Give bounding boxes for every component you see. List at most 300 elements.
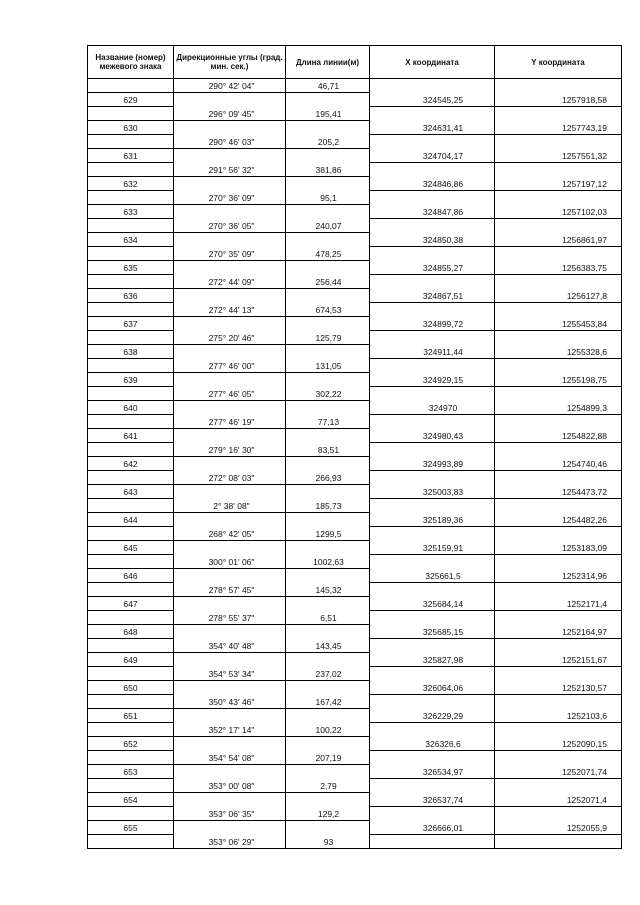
line-spacer-cell bbox=[88, 163, 174, 177]
line-spacer-cell bbox=[495, 527, 622, 541]
line-spacer-cell bbox=[370, 415, 495, 429]
point-row bbox=[88, 429, 622, 443]
point-spacer-cell bbox=[174, 457, 286, 471]
point-spacer-cell bbox=[286, 793, 370, 807]
line-spacer-cell bbox=[88, 359, 174, 373]
line-length: 46,71 bbox=[286, 79, 370, 93]
line-length: 195,41 bbox=[286, 107, 370, 121]
y-coordinate: 1252071,74 bbox=[495, 765, 622, 779]
line-spacer-cell bbox=[88, 135, 174, 149]
line-row bbox=[88, 163, 622, 177]
line-spacer-cell bbox=[88, 527, 174, 541]
y-coordinate: 1252090,15 bbox=[495, 737, 622, 751]
line-length: 93 bbox=[286, 835, 370, 849]
line-spacer-cell bbox=[370, 191, 495, 205]
point-spacer-cell bbox=[174, 373, 286, 387]
point-spacer-cell bbox=[286, 737, 370, 751]
point-spacer-cell bbox=[286, 429, 370, 443]
line-spacer-cell bbox=[88, 723, 174, 737]
header-angles: Дирекционные углы (град. мин. сек.) bbox=[174, 46, 286, 79]
x-coordinate: 324929,15 bbox=[370, 373, 495, 387]
line-spacer-cell bbox=[88, 835, 174, 849]
line-spacer-cell bbox=[370, 387, 495, 401]
line-spacer-cell bbox=[88, 415, 174, 429]
point-name: 637 bbox=[88, 317, 174, 331]
line-spacer-cell bbox=[495, 163, 622, 177]
point-name: 655 bbox=[88, 821, 174, 835]
point-spacer-cell bbox=[286, 653, 370, 667]
header-x: X координата bbox=[370, 46, 495, 79]
direction-angle: 353° 00' 08" bbox=[174, 779, 286, 793]
direction-angle: 275° 20' 46" bbox=[174, 331, 286, 345]
point-name: 636 bbox=[88, 289, 174, 303]
line-spacer-cell bbox=[88, 807, 174, 821]
line-row bbox=[88, 471, 622, 485]
point-row bbox=[88, 793, 622, 807]
line-spacer-cell bbox=[495, 219, 622, 233]
y-coordinate: 1252151,67 bbox=[495, 653, 622, 667]
point-spacer-cell bbox=[286, 765, 370, 779]
header-length: Длина линии(м) bbox=[286, 46, 370, 79]
point-spacer-cell bbox=[286, 261, 370, 275]
line-length: 95,1 bbox=[286, 191, 370, 205]
y-coordinate: 1252171,4 bbox=[495, 597, 622, 611]
line-spacer-cell bbox=[370, 583, 495, 597]
line-spacer-cell bbox=[495, 415, 622, 429]
line-spacer-cell bbox=[370, 79, 495, 93]
line-row bbox=[88, 583, 622, 597]
line-length: 302,22 bbox=[286, 387, 370, 401]
y-coordinate: 1256127,8 bbox=[495, 289, 622, 303]
line-length: 266,93 bbox=[286, 471, 370, 485]
x-coordinate: 324631,41 bbox=[370, 121, 495, 135]
point-row bbox=[88, 457, 622, 471]
line-spacer-cell bbox=[88, 387, 174, 401]
point-spacer-cell bbox=[286, 345, 370, 359]
point-row bbox=[88, 121, 622, 135]
x-coordinate: 324847,86 bbox=[370, 205, 495, 219]
x-coordinate: 324545,25 bbox=[370, 93, 495, 107]
x-coordinate: 324970 bbox=[370, 401, 495, 415]
line-spacer-cell bbox=[88, 779, 174, 793]
point-name: 652 bbox=[88, 737, 174, 751]
line-spacer-cell bbox=[495, 247, 622, 261]
header-point-name: Название (номер) межевого знака bbox=[88, 46, 174, 79]
point-name: 629 bbox=[88, 93, 174, 107]
line-spacer-cell bbox=[88, 219, 174, 233]
direction-angle: 272° 44' 13" bbox=[174, 303, 286, 317]
line-spacer-cell bbox=[370, 443, 495, 457]
direction-angle: 278° 57' 45" bbox=[174, 583, 286, 597]
line-row bbox=[88, 275, 622, 289]
line-row bbox=[88, 135, 622, 149]
point-row bbox=[88, 233, 622, 247]
direction-angle: 290° 42' 04" bbox=[174, 79, 286, 93]
line-spacer-cell bbox=[88, 555, 174, 569]
x-coordinate: 324867,51 bbox=[370, 289, 495, 303]
point-row bbox=[88, 261, 622, 275]
y-coordinate: 1257197,12 bbox=[495, 177, 622, 191]
direction-angle: 352° 17' 14" bbox=[174, 723, 286, 737]
point-row bbox=[88, 625, 622, 639]
line-row bbox=[88, 835, 622, 849]
point-name: 643 bbox=[88, 485, 174, 499]
y-coordinate: 1255198,75 bbox=[495, 373, 622, 387]
y-coordinate: 1257918,58 bbox=[495, 93, 622, 107]
line-spacer-cell bbox=[495, 639, 622, 653]
line-length: 237,02 bbox=[286, 667, 370, 681]
point-spacer-cell bbox=[174, 681, 286, 695]
x-coordinate: 326229,29 bbox=[370, 709, 495, 723]
line-spacer-cell bbox=[88, 639, 174, 653]
line-row bbox=[88, 443, 622, 457]
x-coordinate: 324846,86 bbox=[370, 177, 495, 191]
y-coordinate: 1254473,72 bbox=[495, 485, 622, 499]
y-coordinate: 1252103,6 bbox=[495, 709, 622, 723]
y-coordinate: 1253183,09 bbox=[495, 541, 622, 555]
line-length: 143,45 bbox=[286, 639, 370, 653]
line-spacer-cell bbox=[495, 331, 622, 345]
line-length: 131,05 bbox=[286, 359, 370, 373]
point-name: 638 bbox=[88, 345, 174, 359]
point-spacer-cell bbox=[286, 541, 370, 555]
line-length: 129,2 bbox=[286, 807, 370, 821]
point-spacer-cell bbox=[174, 233, 286, 247]
line-spacer-cell bbox=[88, 751, 174, 765]
direction-angle: 268° 42' 05" bbox=[174, 527, 286, 541]
point-name: 634 bbox=[88, 233, 174, 247]
table-body bbox=[88, 79, 622, 849]
line-spacer-cell bbox=[495, 359, 622, 373]
point-spacer-cell bbox=[286, 709, 370, 723]
line-row bbox=[88, 779, 622, 793]
line-spacer-cell bbox=[88, 79, 174, 93]
x-coordinate: 326537,74 bbox=[370, 793, 495, 807]
x-coordinate: 326064,06 bbox=[370, 681, 495, 695]
direction-angle: 350° 43' 46" bbox=[174, 695, 286, 709]
point-spacer-cell bbox=[174, 149, 286, 163]
line-length: 240,07 bbox=[286, 219, 370, 233]
line-spacer-cell bbox=[495, 723, 622, 737]
line-spacer-cell bbox=[88, 499, 174, 513]
line-length: 1299,5 bbox=[286, 527, 370, 541]
line-spacer-cell bbox=[495, 667, 622, 681]
line-length: 205,2 bbox=[286, 135, 370, 149]
direction-angle: 272° 08' 03" bbox=[174, 471, 286, 485]
point-row bbox=[88, 401, 622, 415]
line-spacer-cell bbox=[88, 331, 174, 345]
line-length: 2,79 bbox=[286, 779, 370, 793]
line-spacer-cell bbox=[495, 191, 622, 205]
y-coordinate: 1252071,4 bbox=[495, 793, 622, 807]
line-spacer-cell bbox=[370, 163, 495, 177]
line-spacer-cell bbox=[88, 443, 174, 457]
line-spacer-cell bbox=[370, 555, 495, 569]
line-spacer-cell bbox=[88, 247, 174, 261]
point-row bbox=[88, 709, 622, 723]
point-spacer-cell bbox=[174, 821, 286, 835]
line-spacer-cell bbox=[495, 135, 622, 149]
point-spacer-cell bbox=[174, 93, 286, 107]
line-spacer-cell bbox=[495, 807, 622, 821]
line-spacer-cell bbox=[88, 611, 174, 625]
point-row bbox=[88, 513, 622, 527]
point-name: 644 bbox=[88, 513, 174, 527]
line-length: 83,51 bbox=[286, 443, 370, 457]
point-row bbox=[88, 737, 622, 751]
point-spacer-cell bbox=[174, 653, 286, 667]
point-row bbox=[88, 821, 622, 835]
line-row bbox=[88, 807, 622, 821]
point-spacer-cell bbox=[174, 289, 286, 303]
point-row bbox=[88, 205, 622, 219]
line-spacer-cell bbox=[370, 751, 495, 765]
line-spacer-cell bbox=[495, 107, 622, 121]
line-spacer-cell bbox=[370, 359, 495, 373]
y-coordinate: 1252164,97 bbox=[495, 625, 622, 639]
point-name: 649 bbox=[88, 653, 174, 667]
y-coordinate: 1256383,75 bbox=[495, 261, 622, 275]
line-spacer-cell bbox=[370, 807, 495, 821]
line-spacer-cell bbox=[495, 555, 622, 569]
y-coordinate: 1252055,9 bbox=[495, 821, 622, 835]
direction-angle: 291° 56' 32" bbox=[174, 163, 286, 177]
line-spacer-cell bbox=[370, 135, 495, 149]
line-spacer-cell bbox=[370, 275, 495, 289]
direction-angle: 354° 53' 34" bbox=[174, 667, 286, 681]
line-spacer-cell bbox=[88, 191, 174, 205]
point-row bbox=[88, 485, 622, 499]
point-spacer-cell bbox=[174, 709, 286, 723]
line-row bbox=[88, 303, 622, 317]
line-length: 185,73 bbox=[286, 499, 370, 513]
line-row bbox=[88, 751, 622, 765]
header-y: Y координата bbox=[495, 46, 622, 79]
point-spacer-cell bbox=[286, 317, 370, 331]
line-row bbox=[88, 527, 622, 541]
point-spacer-cell bbox=[174, 121, 286, 135]
line-spacer-cell bbox=[370, 611, 495, 625]
line-spacer-cell bbox=[495, 835, 622, 849]
line-spacer-cell bbox=[495, 611, 622, 625]
y-coordinate: 1254740,46 bbox=[495, 457, 622, 471]
y-coordinate: 1252130,57 bbox=[495, 681, 622, 695]
point-spacer-cell bbox=[286, 233, 370, 247]
point-row bbox=[88, 653, 622, 667]
direction-angle: 270° 35' 09" bbox=[174, 247, 286, 261]
direction-angle: 272° 44' 09" bbox=[174, 275, 286, 289]
line-spacer-cell bbox=[370, 331, 495, 345]
point-name: 654 bbox=[88, 793, 174, 807]
line-length: 256,44 bbox=[286, 275, 370, 289]
point-spacer-cell bbox=[174, 737, 286, 751]
coordinates-table bbox=[87, 45, 622, 849]
direction-angle: 270° 36' 09" bbox=[174, 191, 286, 205]
point-spacer-cell bbox=[286, 401, 370, 415]
x-coordinate: 324855,27 bbox=[370, 261, 495, 275]
line-length: 6,51 bbox=[286, 611, 370, 625]
line-spacer-cell bbox=[370, 499, 495, 513]
x-coordinate: 326666,01 bbox=[370, 821, 495, 835]
line-spacer-cell bbox=[495, 387, 622, 401]
direction-angle: 279° 16' 30" bbox=[174, 443, 286, 457]
line-length: 100,22 bbox=[286, 723, 370, 737]
line-row bbox=[88, 79, 622, 93]
x-coordinate: 325661,5 bbox=[370, 569, 495, 583]
line-spacer-cell bbox=[88, 471, 174, 485]
line-spacer-cell bbox=[370, 247, 495, 261]
line-spacer-cell bbox=[495, 79, 622, 93]
direction-angle: 353° 06' 29" bbox=[174, 835, 286, 849]
point-spacer-cell bbox=[286, 205, 370, 219]
point-name: 631 bbox=[88, 149, 174, 163]
point-name: 640 bbox=[88, 401, 174, 415]
line-row bbox=[88, 359, 622, 373]
point-spacer-cell bbox=[286, 513, 370, 527]
point-spacer-cell bbox=[174, 317, 286, 331]
point-spacer-cell bbox=[286, 457, 370, 471]
y-coordinate: 1254899,3 bbox=[495, 401, 622, 415]
x-coordinate: 325159,91 bbox=[370, 541, 495, 555]
line-row bbox=[88, 499, 622, 513]
line-row bbox=[88, 331, 622, 345]
point-row bbox=[88, 149, 622, 163]
line-spacer-cell bbox=[370, 639, 495, 653]
point-spacer-cell bbox=[174, 625, 286, 639]
line-length: 478,25 bbox=[286, 247, 370, 261]
point-spacer-cell bbox=[174, 401, 286, 415]
line-spacer-cell bbox=[88, 275, 174, 289]
point-name: 645 bbox=[88, 541, 174, 555]
point-spacer-cell bbox=[174, 513, 286, 527]
point-name: 639 bbox=[88, 373, 174, 387]
line-length: 77,13 bbox=[286, 415, 370, 429]
point-row bbox=[88, 681, 622, 695]
direction-angle: 2° 38' 08" bbox=[174, 499, 286, 513]
x-coordinate: 325685,15 bbox=[370, 625, 495, 639]
y-coordinate: 1257743,19 bbox=[495, 121, 622, 135]
line-row bbox=[88, 723, 622, 737]
line-spacer-cell bbox=[370, 779, 495, 793]
direction-angle: 270° 36' 05" bbox=[174, 219, 286, 233]
y-coordinate: 1255453,84 bbox=[495, 317, 622, 331]
point-spacer-cell bbox=[286, 289, 370, 303]
point-row bbox=[88, 177, 622, 191]
direction-angle: 290° 46' 03" bbox=[174, 135, 286, 149]
line-spacer-cell bbox=[495, 695, 622, 709]
line-spacer-cell bbox=[370, 695, 495, 709]
x-coordinate: 326326,6 bbox=[370, 737, 495, 751]
point-spacer-cell bbox=[286, 625, 370, 639]
direction-angle: 354° 54' 08" bbox=[174, 751, 286, 765]
line-row bbox=[88, 247, 622, 261]
line-row bbox=[88, 555, 622, 569]
point-name: 642 bbox=[88, 457, 174, 471]
x-coordinate: 325684,14 bbox=[370, 597, 495, 611]
point-name: 632 bbox=[88, 177, 174, 191]
point-spacer-cell bbox=[286, 597, 370, 611]
point-spacer-cell bbox=[174, 485, 286, 499]
point-spacer-cell bbox=[174, 177, 286, 191]
x-coordinate: 325003,83 bbox=[370, 485, 495, 499]
point-spacer-cell bbox=[174, 765, 286, 779]
point-spacer-cell bbox=[174, 345, 286, 359]
point-spacer-cell bbox=[174, 541, 286, 555]
line-row bbox=[88, 219, 622, 233]
x-coordinate: 324993,89 bbox=[370, 457, 495, 471]
direction-angle: 300° 01' 06" bbox=[174, 555, 286, 569]
point-name: 648 bbox=[88, 625, 174, 639]
y-coordinate: 1257551,32 bbox=[495, 149, 622, 163]
point-row bbox=[88, 373, 622, 387]
line-row bbox=[88, 667, 622, 681]
x-coordinate: 325827,98 bbox=[370, 653, 495, 667]
point-name: 651 bbox=[88, 709, 174, 723]
point-row bbox=[88, 597, 622, 611]
point-name: 646 bbox=[88, 569, 174, 583]
y-coordinate: 1257102,03 bbox=[495, 205, 622, 219]
line-spacer-cell bbox=[495, 275, 622, 289]
point-spacer-cell bbox=[174, 429, 286, 443]
line-spacer-cell bbox=[88, 667, 174, 681]
x-coordinate: 324911,44 bbox=[370, 345, 495, 359]
point-spacer-cell bbox=[286, 149, 370, 163]
point-spacer-cell bbox=[174, 205, 286, 219]
point-row bbox=[88, 93, 622, 107]
point-spacer-cell bbox=[174, 793, 286, 807]
point-name: 647 bbox=[88, 597, 174, 611]
line-row bbox=[88, 107, 622, 121]
line-row bbox=[88, 191, 622, 205]
line-spacer-cell bbox=[370, 303, 495, 317]
line-length: 674,53 bbox=[286, 303, 370, 317]
point-row bbox=[88, 289, 622, 303]
table-header-row bbox=[88, 46, 622, 79]
line-row bbox=[88, 639, 622, 653]
line-spacer-cell bbox=[495, 779, 622, 793]
point-spacer-cell bbox=[174, 597, 286, 611]
line-spacer-cell bbox=[495, 583, 622, 597]
point-spacer-cell bbox=[286, 121, 370, 135]
line-spacer-cell bbox=[370, 835, 495, 849]
direction-angle: 277° 46' 05" bbox=[174, 387, 286, 401]
line-spacer-cell bbox=[495, 471, 622, 485]
point-row bbox=[88, 765, 622, 779]
line-row bbox=[88, 695, 622, 709]
line-spacer-cell bbox=[370, 667, 495, 681]
y-coordinate: 1252314,96 bbox=[495, 569, 622, 583]
point-spacer-cell bbox=[286, 177, 370, 191]
line-spacer-cell bbox=[495, 443, 622, 457]
line-length: 1002,63 bbox=[286, 555, 370, 569]
point-row bbox=[88, 345, 622, 359]
line-length: 145,32 bbox=[286, 583, 370, 597]
y-coordinate: 1255328,6 bbox=[495, 345, 622, 359]
x-coordinate: 324704,17 bbox=[370, 149, 495, 163]
point-spacer-cell bbox=[286, 569, 370, 583]
point-spacer-cell bbox=[286, 485, 370, 499]
point-name: 630 bbox=[88, 121, 174, 135]
y-coordinate: 1254482,26 bbox=[495, 513, 622, 527]
point-spacer-cell bbox=[286, 821, 370, 835]
line-spacer-cell bbox=[495, 303, 622, 317]
line-spacer-cell bbox=[88, 695, 174, 709]
line-length: 207,19 bbox=[286, 751, 370, 765]
line-spacer-cell bbox=[370, 527, 495, 541]
y-coordinate: 1256861,97 bbox=[495, 233, 622, 247]
point-spacer-cell bbox=[174, 261, 286, 275]
direction-angle: 296° 09' 45" bbox=[174, 107, 286, 121]
